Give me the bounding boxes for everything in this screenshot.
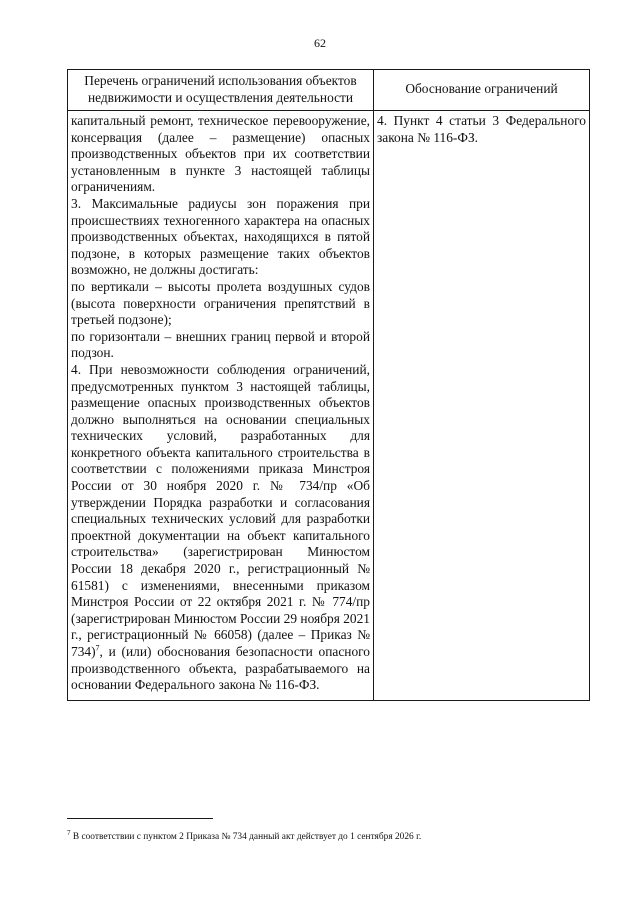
- justification-cell: [374, 111, 590, 701]
- justification-text: 4. Пункт 4 статьи 3 Федерального закона № 116-ФЗ.: [377, 113, 586, 145]
- restrictions-cell: [68, 111, 374, 701]
- header-restrictions-list: Перечень ограничений использования объектов недвижимости и осуществления деятельности: [68, 70, 374, 111]
- restriction-text: 4. При невозможности соблюдения ограничений, предусмотренных пунктом 3 настоящей таблицы, размещение опасных производственных объектов должно выполняться на основании специальных технических условий, разработанных для конкретного объекта капитального строительства в соответствии с положениями приказа Минстроя России от 30 ноября 2020 г. № 734/пр «Об утверждении Порядка разработки и согласования специальных технических условий для разработки проектной документации на объект капитального строительства» (зарегистрирован Минюстом России 18 декабря 2020 г., регистрационный № 61581) с изменениями, внесенными приказом Минстроя России от 22 октября 2021 г. № 774/пр (зарегистрирован Минюстом России 29 ноября 2021 г., регистрационный № 66058) (далее – Приказ № 734): [71, 361, 370, 659]
- restriction-paragraph: 3. Максимальные радиусы зон поражения при происшествиях техногенного характера на опасных производственных объектах, находящихся в пятой подзоне, в которых размещение таких объектов возможно, не должны достигать:: [71, 195, 370, 278]
- restriction-text-tail: , и (или) обоснования безопасности опасного производственного объекта, разрабатываемого на основании Федерального закона № 116-ФЗ.: [71, 644, 370, 693]
- footnote-marker: 7: [67, 828, 71, 837]
- header-justification: Обоснование ограничений: [374, 70, 590, 111]
- footnote-text: В соответствии с пунктом 2 Приказа № 734 данный акт действует до 1 сентября 2026 г.: [70, 832, 422, 842]
- footnote-separator: [67, 818, 213, 819]
- table-row: [68, 111, 590, 701]
- page-number: 62: [314, 36, 326, 50]
- restriction-paragraph: [71, 362, 370, 694]
- footnote-reference: 7: [95, 643, 100, 653]
- table-header-row: [68, 70, 590, 111]
- footnote: [67, 828, 589, 843]
- restrictions-table: [67, 69, 590, 701]
- restriction-paragraph: капитальный ремонт, техническое перевооружение, консервация (далее – размещение) опасных производственных объектов при их соответствии установленным в пункте 3 настоящей таблицы ограничениям.: [71, 113, 370, 195]
- restriction-paragraph: по вертикали – высоты пролета воздушных судов (высота поверхности ограничения препятствий в третьей подзоне);: [71, 278, 370, 328]
- restriction-paragraph: по горизонтали – внешних границ первой и второй подзон.: [71, 328, 370, 361]
